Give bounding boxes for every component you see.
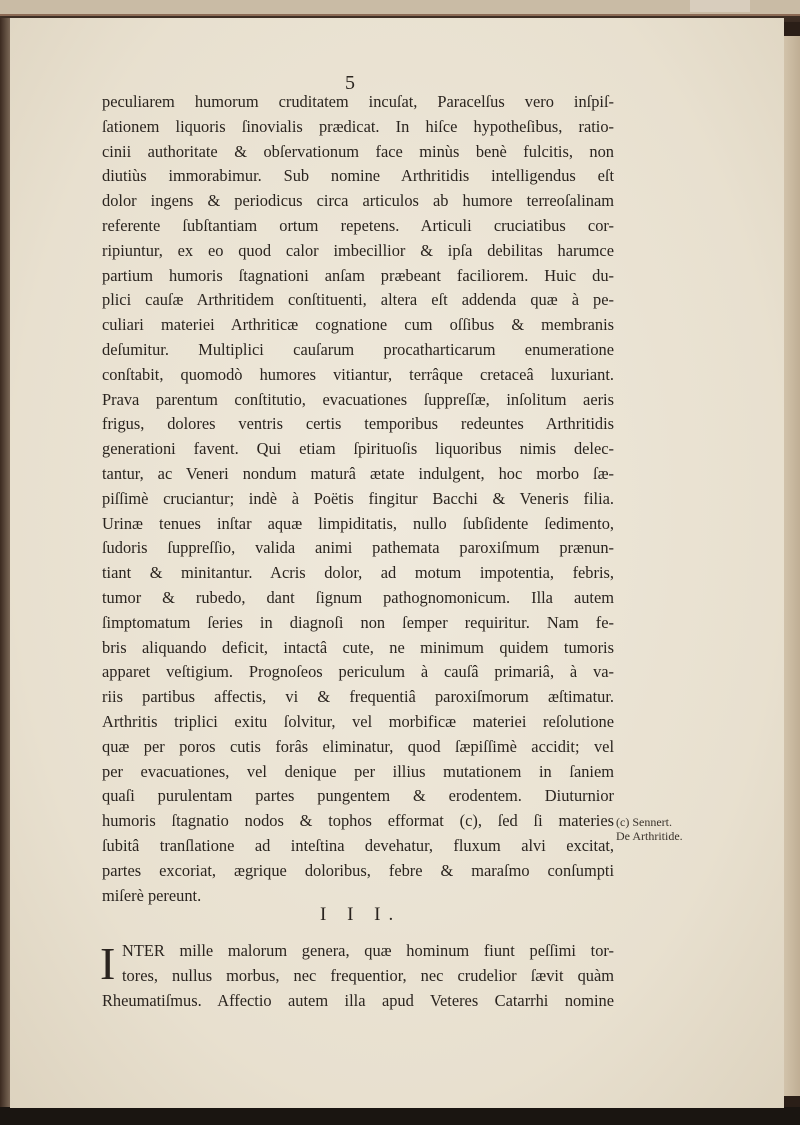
margin-note-line: De Arthritide. (616, 829, 683, 843)
text-line: peculiarem humorum cruditatem incuſat, Paracelſus vero inſpiſ- (102, 92, 614, 111)
text-line: dolor ingens & periodicus circa articulos ab humore terreoſalinam (102, 191, 614, 211)
text-line: ſationem liquoris ſinovialis prædicat. In hiſce hypotheſibus, ratio- (102, 116, 614, 136)
text-line: apparet veſtigium. Prognoſeos periculum à cauſâ primariâ, à va- (102, 662, 614, 682)
text-line: riis partibus affectis, vi & frequentiâ paroxiſmorum æſtimatur. (102, 687, 614, 707)
text-line: partes excoriat, ægrique doloribus, febre & maraſmo conſumpti (102, 860, 614, 880)
text-line: bris aliquando deficit, intactâ cute, ne minimum quidem tumoris (102, 637, 614, 657)
text-line: humoris ſtagnatio nodos & tophos efformat (c), ſed ſi materies (102, 811, 614, 831)
text-line: tiant & minitantur. Acris dolor, ad motum impotentia, febris, (102, 563, 614, 583)
drop-cap: I (100, 938, 116, 989)
text-line: diutiùs immorabimur. Sub nomine Arthritidis intelligendus eſt (102, 166, 614, 186)
text-line: referente ſubſtantiam ortum repetens. Articuli cruciatibus cor- (102, 215, 614, 235)
text-line: generationi favent. Qui etiam ſpirituoſis liquoribus nimis delec- (102, 439, 614, 459)
text-line: Urinæ tenues inſtar aquæ limpiditatis, nullo ſubſidente ſedimento, (102, 513, 614, 533)
text-line: culiari materiei Arthriticæ cognatione cum oſſibus & membranis (102, 315, 614, 335)
text-line: quaſi purulentam partes pungentem & erodentem. Diuturnior (102, 786, 614, 806)
section-line: Rheumatiſmus. Affectio autem illa apud Veteres Catarrhi nomine (102, 991, 614, 1010)
text-line: Arthritis triplici exitu ſolvitur, vel morbificæ materiei reſolutione (102, 711, 614, 731)
paper-tab (690, 0, 750, 12)
text-line: deſumitur. Multiplici cauſarum procatharticarum enumeratione (102, 339, 614, 359)
section-line: NTER mille malorum genera, quæ hominum fiunt peſſimi tor- (122, 941, 614, 960)
text-line: conſtabit, quomodò humores vitiantur, terrâque cretaceâ luxuriant. (102, 364, 614, 384)
text-line: Prava parentum conſtitutio, evacuationes ſuppreſſæ, inſolitum aeris (102, 389, 614, 409)
text-line: ripiuntur, ex eo quod calor imbecillior & ipſa debilitas harumce (102, 240, 614, 260)
margin-note (616, 815, 683, 843)
background-bottom (0, 1107, 800, 1125)
text-line: ſimptomatum ſeries in diagnoſi non ſemper requiritur. Nam fe- (102, 612, 614, 632)
binding-shadow (0, 18, 10, 1108)
text-line: tumor & rubedo, dant ſignum pathognomonicum. Illa autem (102, 587, 614, 607)
previous-page-edge (0, 0, 800, 16)
text-line: frigus, dolores ventris certis temporibus redeuntes Arthritidis (102, 414, 614, 434)
text-line: quæ per poros cutis forâs eliminatur, quod ſæpiſſimè accidit; vel (102, 736, 614, 756)
text-line: piſſimè cruciantur; indè à Poëtis fingitur Bacchi & Veneris filia. (102, 488, 614, 508)
text-line: miſerè pereunt. (102, 885, 202, 905)
body-paragraph (102, 90, 614, 908)
margin-note-line: (c) Sennert. (616, 815, 672, 829)
text-line: partium humoris ſtagnationi anſam præbeant faciliorem. Huic du- (102, 265, 614, 285)
text-line: ſubitâ tranſlatione ad inteſtina devehatur, fluxum alvi excitat, (102, 835, 614, 855)
text-line: per evacuationes, vel denique per illius mutationem in ſaniem (102, 761, 614, 781)
section-heading: I I I. (320, 904, 402, 925)
section-paragraph (102, 938, 614, 1013)
page-number: 5 (345, 72, 355, 94)
text-line: plici cauſæ Arthritidem conſtituenti, altera eſt addenda quæ à pe- (102, 290, 614, 310)
section-line: tores, nullus morbus, nec frequentior, nec crudelior ſævit quàm (122, 966, 614, 985)
text-line: ſudoris ſuppreſſio, valida animi pathemata paroxiſmum prænun- (102, 538, 614, 558)
text-line: cinii authoritate & obſervationum face minùs benè fulcitis, non (102, 141, 614, 161)
text-line: tantur, ac Veneri nondum maturâ ætate indulgent, hoc morbo ſæ- (102, 463, 614, 483)
